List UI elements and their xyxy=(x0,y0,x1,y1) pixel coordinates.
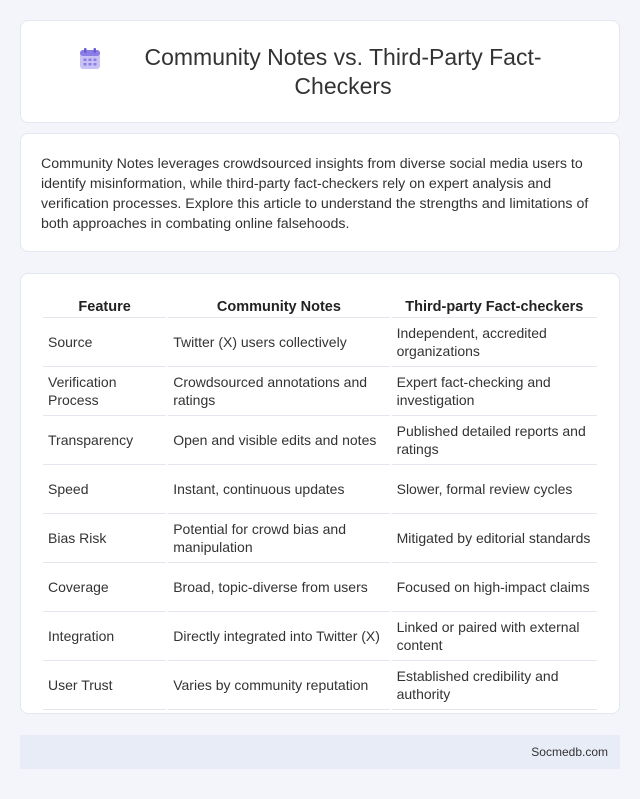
row-community-notes: Open and visible edits and notes xyxy=(168,416,389,465)
row-community-notes: Crowdsourced annotations and ratings xyxy=(168,367,389,416)
intro-paragraph: Community Notes leverages crowdsourced insights from diverse social media users to identify misinformation, while third-party fact-checkers rely on expert analysis and verification processes. Explore this article to understand the strengths and limitations of both approaches in combating online falsehoods. xyxy=(41,156,589,232)
table-row xyxy=(43,367,597,416)
row-feature: Coverage xyxy=(43,563,166,612)
row-fact-checkers: Expert fact-checking and investigation xyxy=(392,367,597,416)
row-fact-checkers: Published detailed reports and ratings xyxy=(392,416,597,465)
row-fact-checkers: Independent, accredited organizations xyxy=(392,318,597,367)
row-community-notes: Potential for crowd bias and manipulation xyxy=(168,514,389,563)
table-row xyxy=(43,661,597,710)
row-fact-checkers: Established credibility and authority xyxy=(392,661,597,710)
row-community-notes: Directly integrated into Twitter (X) xyxy=(168,612,389,661)
row-fact-checkers: Mitigated by editorial standards xyxy=(392,514,597,563)
footer xyxy=(20,735,620,769)
comparison-table xyxy=(41,294,599,710)
row-feature: Bias Risk xyxy=(43,514,166,563)
calendar-icon xyxy=(77,46,103,72)
row-feature: Source xyxy=(43,318,166,367)
row-feature: Integration xyxy=(43,612,166,661)
row-fact-checkers: Linked or paired with external content xyxy=(392,612,597,661)
header-feature: Feature xyxy=(43,294,166,318)
row-community-notes: Twitter (X) users collectively xyxy=(168,318,389,367)
row-fact-checkers: Focused on high-impact claims xyxy=(392,563,597,612)
table-row xyxy=(43,514,597,563)
row-feature: Speed xyxy=(43,465,166,514)
table-card xyxy=(20,273,620,714)
row-community-notes: Broad, topic-diverse from users xyxy=(168,563,389,612)
table-row xyxy=(43,318,597,367)
table-row xyxy=(43,416,597,465)
page-title: Community Notes vs. Third-Party Fact-Checkers xyxy=(144,43,542,99)
row-feature: Verification Process xyxy=(43,367,166,416)
header-community-notes: Community Notes xyxy=(168,294,389,318)
row-fact-checkers: Slower, formal review cycles xyxy=(392,465,597,514)
title-row xyxy=(60,43,580,101)
row-feature: Transparency xyxy=(43,416,166,465)
table-row xyxy=(43,465,597,514)
table-row xyxy=(43,563,597,612)
header-fact-checkers: Third-party Fact-checkers xyxy=(392,294,597,318)
row-community-notes: Varies by community reputation xyxy=(168,661,389,710)
intro-card xyxy=(20,133,620,252)
footer-site-link[interactable]: Socmedb.com xyxy=(531,745,608,759)
row-community-notes: Instant, continuous updates xyxy=(168,465,389,514)
table-header-row xyxy=(43,294,597,318)
title-card xyxy=(20,20,620,123)
row-feature: User Trust xyxy=(43,661,166,710)
table-row xyxy=(43,612,597,661)
